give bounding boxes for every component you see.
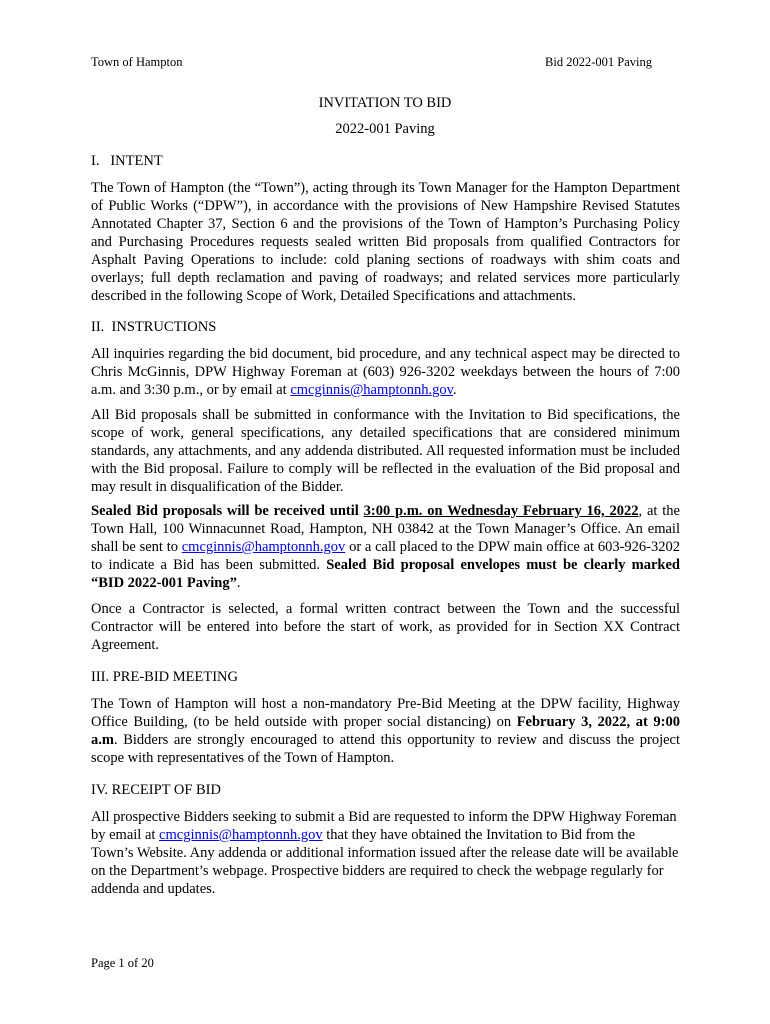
instructions-p3-text-2: or a call placed to the DPW main office at 603-926-3202 to indicate a Bid has been submitted. [91,539,680,573]
instructions-p1-text: All inquiries regarding the bid document, bid procedure, and any technical aspect may be directed to Chris McGinnis, DPW Highway Foreman at (603) 926-3202 weekdays between the hours of 7:00 a.m. and 3:30 p.m., or by email at [91,346,680,398]
intent-paragraph: The Town of Hampton (the “Town”), acting through its Town Manager for the Hampton Department of Public Works (“DPW”), in accordance with the provisions of New Hampshire Revised Statutes Annotated Chapter 37, Section 6 and the provisions of the Town of Hampton’s Purchasing Policy and Purchasing Procedures requests sealed written Bid proposals from qualified Contractors for Asphalt Paving Operations to include: cold planing sections of roadways with shim coats and overlays; full depth reclamation and paving of roadways; and related services more particularly described in the following Scope of Work, Detailed Specifications and attachments. [91,180,680,304]
sealed-bid-notice: Sealed Bid proposals will be received until [91,503,364,519]
instructions-paragraph-1 [91,345,680,399]
envelope-marking-notice: Sealed Bid proposal envelopes must be clearly marked “BID 2022-001 Paving” [91,557,681,591]
section-heading-instructions: II. INSTRUCTIONS [91,319,217,335]
header-bid-number: Bid 2022-001 Paving [545,55,652,69]
receipt-text-2: that they have obtained the Invitation to Bid from the Town’s Website. Any addenda or additional information issued after the release date will be available on the Department’s webpage. Prospective bidders are required to check the webpage regularly for addenda and updates. [91,827,679,897]
receipt-text-1: All prospective Bidders seeking to submit a Bid are requested to inform the DPW Highway Foreman by email at [91,809,677,843]
instructions-paragraph-3 [91,502,680,592]
email-link[interactable]: cmcginnis@hamptonnh.gov [159,827,323,843]
instructions-p3-end: . [236,575,241,591]
instructions-p1-end: . [452,382,457,398]
header-town-name: Town of Hampton [91,55,183,69]
section-heading-prebid: III. PRE-BID MEETING [91,669,238,685]
prebid-paragraph [91,695,680,767]
document-title: INVITATION TO BID [318,95,452,111]
email-link[interactable]: cmcginnis@hamptonnh.gov [290,382,453,398]
section-heading-receipt: IV. RECEIPT OF BID [91,782,221,798]
document-subtitle: 2022-001 Paving [335,121,435,137]
bid-deadline: 3:00 p.m. on Wednesday February 16, 2022 [363,503,639,519]
section-heading-intent: I. INTENT [91,153,163,169]
page-number: Page 1 of 20 [91,956,154,970]
instructions-paragraph-2: All Bid proposals shall be submitted in conformance with the Invitation to Bid specifications, the scope of work, general specifications, any detailed specifications that are considered minimum standards, any attachments, and any addenda distributed. All requested information must be included with the Bid proposal. Failure to comply will be reflected in the evaluation of the Bid proposal and may result in disqualification of the Bidder. [91,407,680,495]
instructions-paragraph-4: Once a Contractor is selected, a formal written contract between the Town and the successful Contractor will be entered into before the start of work, as provided for in Section XX Contract Agreement. [91,601,680,653]
email-link[interactable]: cmcginnis@hamptonnh.gov [181,539,346,555]
receipt-paragraph [91,808,680,898]
prebid-text-1: The Town of Hampton will host a non-mandatory Pre-Bid Meeting at the DPW facility, Highway Office Building, (to be held outside with proper social distancing) on [91,696,680,730]
instructions-p3-text-1: , at the Town Hall, 100 Winnacunnet Road, Hampton, NH 03842 at the Town Manager’s Office. An email shall be sent to [91,503,680,555]
prebid-date: February 3, 2022, at 9:00 a.m [91,714,681,748]
prebid-text-2: . Bidders are strongly encouraged to attend this opportunity to review and discuss the project scope with representatives of the Town of Hampton. [91,732,680,766]
